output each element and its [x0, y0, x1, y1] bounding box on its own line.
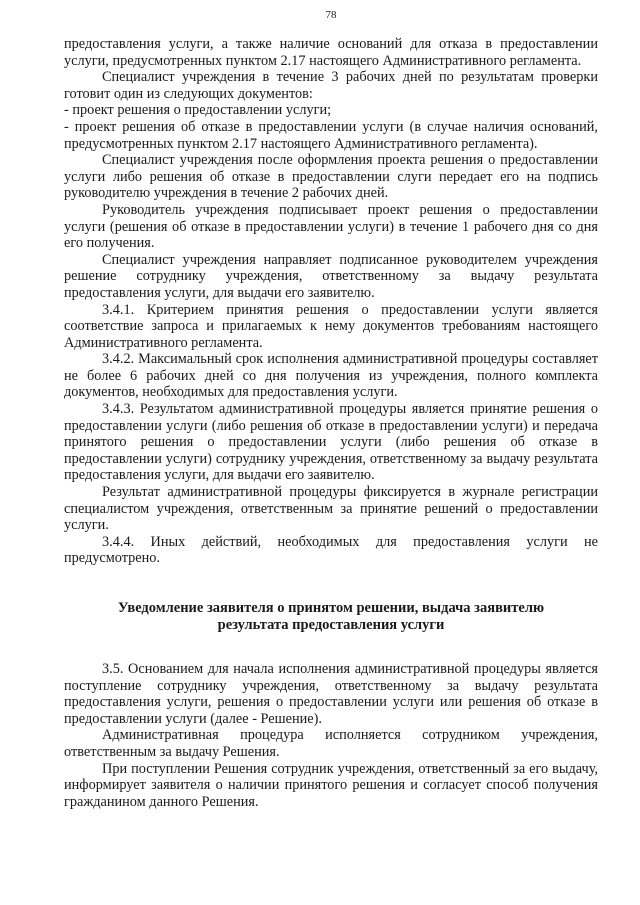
paragraph-specialist-forwards: Специалист учреждения направляет подписанное руководителем учреждения решение сотруднику учреждения, ответственному за выдачу результата предоставления услуги, для выдачи его заявителю.	[64, 251, 598, 301]
paragraph-notification: При поступлении Решения сотрудник учреждения, ответственный за его выдачу, информирует заявителя о наличии принятого решения и согласует способ получения гражданином данного Решения.	[64, 760, 598, 810]
list-item-approval-draft: - проект решения о предоставлении услуги;	[64, 102, 332, 119]
section-heading-line-2: результата предоставления услуги	[217, 617, 445, 633]
section-heading-line-1: Уведомление заявителя о принятом решении, выдача заявителю	[117, 600, 545, 616]
paragraph-3-4-1: 3.4.1. Критерием принятия решения о предоставлении услуги является соответствие запроса и прилагаемых к нему документов требованиям настоящего Административного регламента.	[64, 301, 598, 351]
list-item-refusal-draft: - проект решения об отказе в предоставлении услуги (в случае наличия оснований, предусмотренных пунктом 2.17 настоящего Административного регламента).	[64, 118, 598, 152]
paragraph-head-signs: Руководитель учреждения подписывает проект решения о предоставлении услуги (решения об отказе в предоставлении услуги) в течение 1 рабочего дня со дня его получения.	[64, 201, 598, 252]
paragraph-3-4-3: 3.4.3. Результатом административной процедуры является принятие решения о предоставлении услуги (либо решения об отказе в предоставлении услуги) и передача принятого решения о предоставлении услуги (либо решения об отказе в предоставлении услуги) сотруднику учреждения, ответственному за выдачу результата предоставления услуги, для выдачи его заявителю.	[64, 401, 598, 484]
paragraph-procedure-executor: Административная процедура исполняется сотрудником учреждения, ответственным за выдачу Решения.	[64, 727, 598, 760]
paragraph-3-5: 3.5. Основанием для начала исполнения административной процедуры является поступление сотруднику учреждения, ответственному за выдачу результата предоставления услуги, решения о предоставлении услуги или решения об отказе в предоставлении услуги (далее - Решение).	[64, 661, 598, 727]
section-heading	[64, 600, 598, 634]
document-page	[64, 8, 598, 810]
page-number: 78	[325, 9, 337, 21]
paragraph-3-4-2: 3.4.2. Максимальный срок исполнения административной процедуры составляет не более 6 рабочих дней со дня получения из учреждения, полного комплекта документов, необходимых для предоставления услуги.	[64, 351, 598, 401]
paragraph-result-registered: Результат административной процедуры фиксируется в журнале регистрации специалистом учреждения, ответственным за принятие решений о предоставлении услуги.	[64, 484, 598, 534]
paragraph-3-4-4: 3.4.4. Иных действий, необходимых для предоставления услуги не предусмотрено.	[64, 533, 598, 567]
paragraph-specialist-submits: Специалист учреждения после оформления проекта решения о предоставлении услуги либо решения об отказе в предоставлении слуги передает его на подпись руководителю учреждения в течение 2 рабочих дней.	[64, 152, 598, 202]
paragraph-continuation: предоставления услуги, а также наличие оснований для отказа в предоставлении услуги, предусмотренных пунктом 2.17 настоящего Административного регламента.	[64, 36, 598, 69]
paragraph-specialist-prepares: Специалист учреждения в течение 3 рабочих дней по результатам проверки готовит один из следующих документов:	[64, 69, 598, 102]
